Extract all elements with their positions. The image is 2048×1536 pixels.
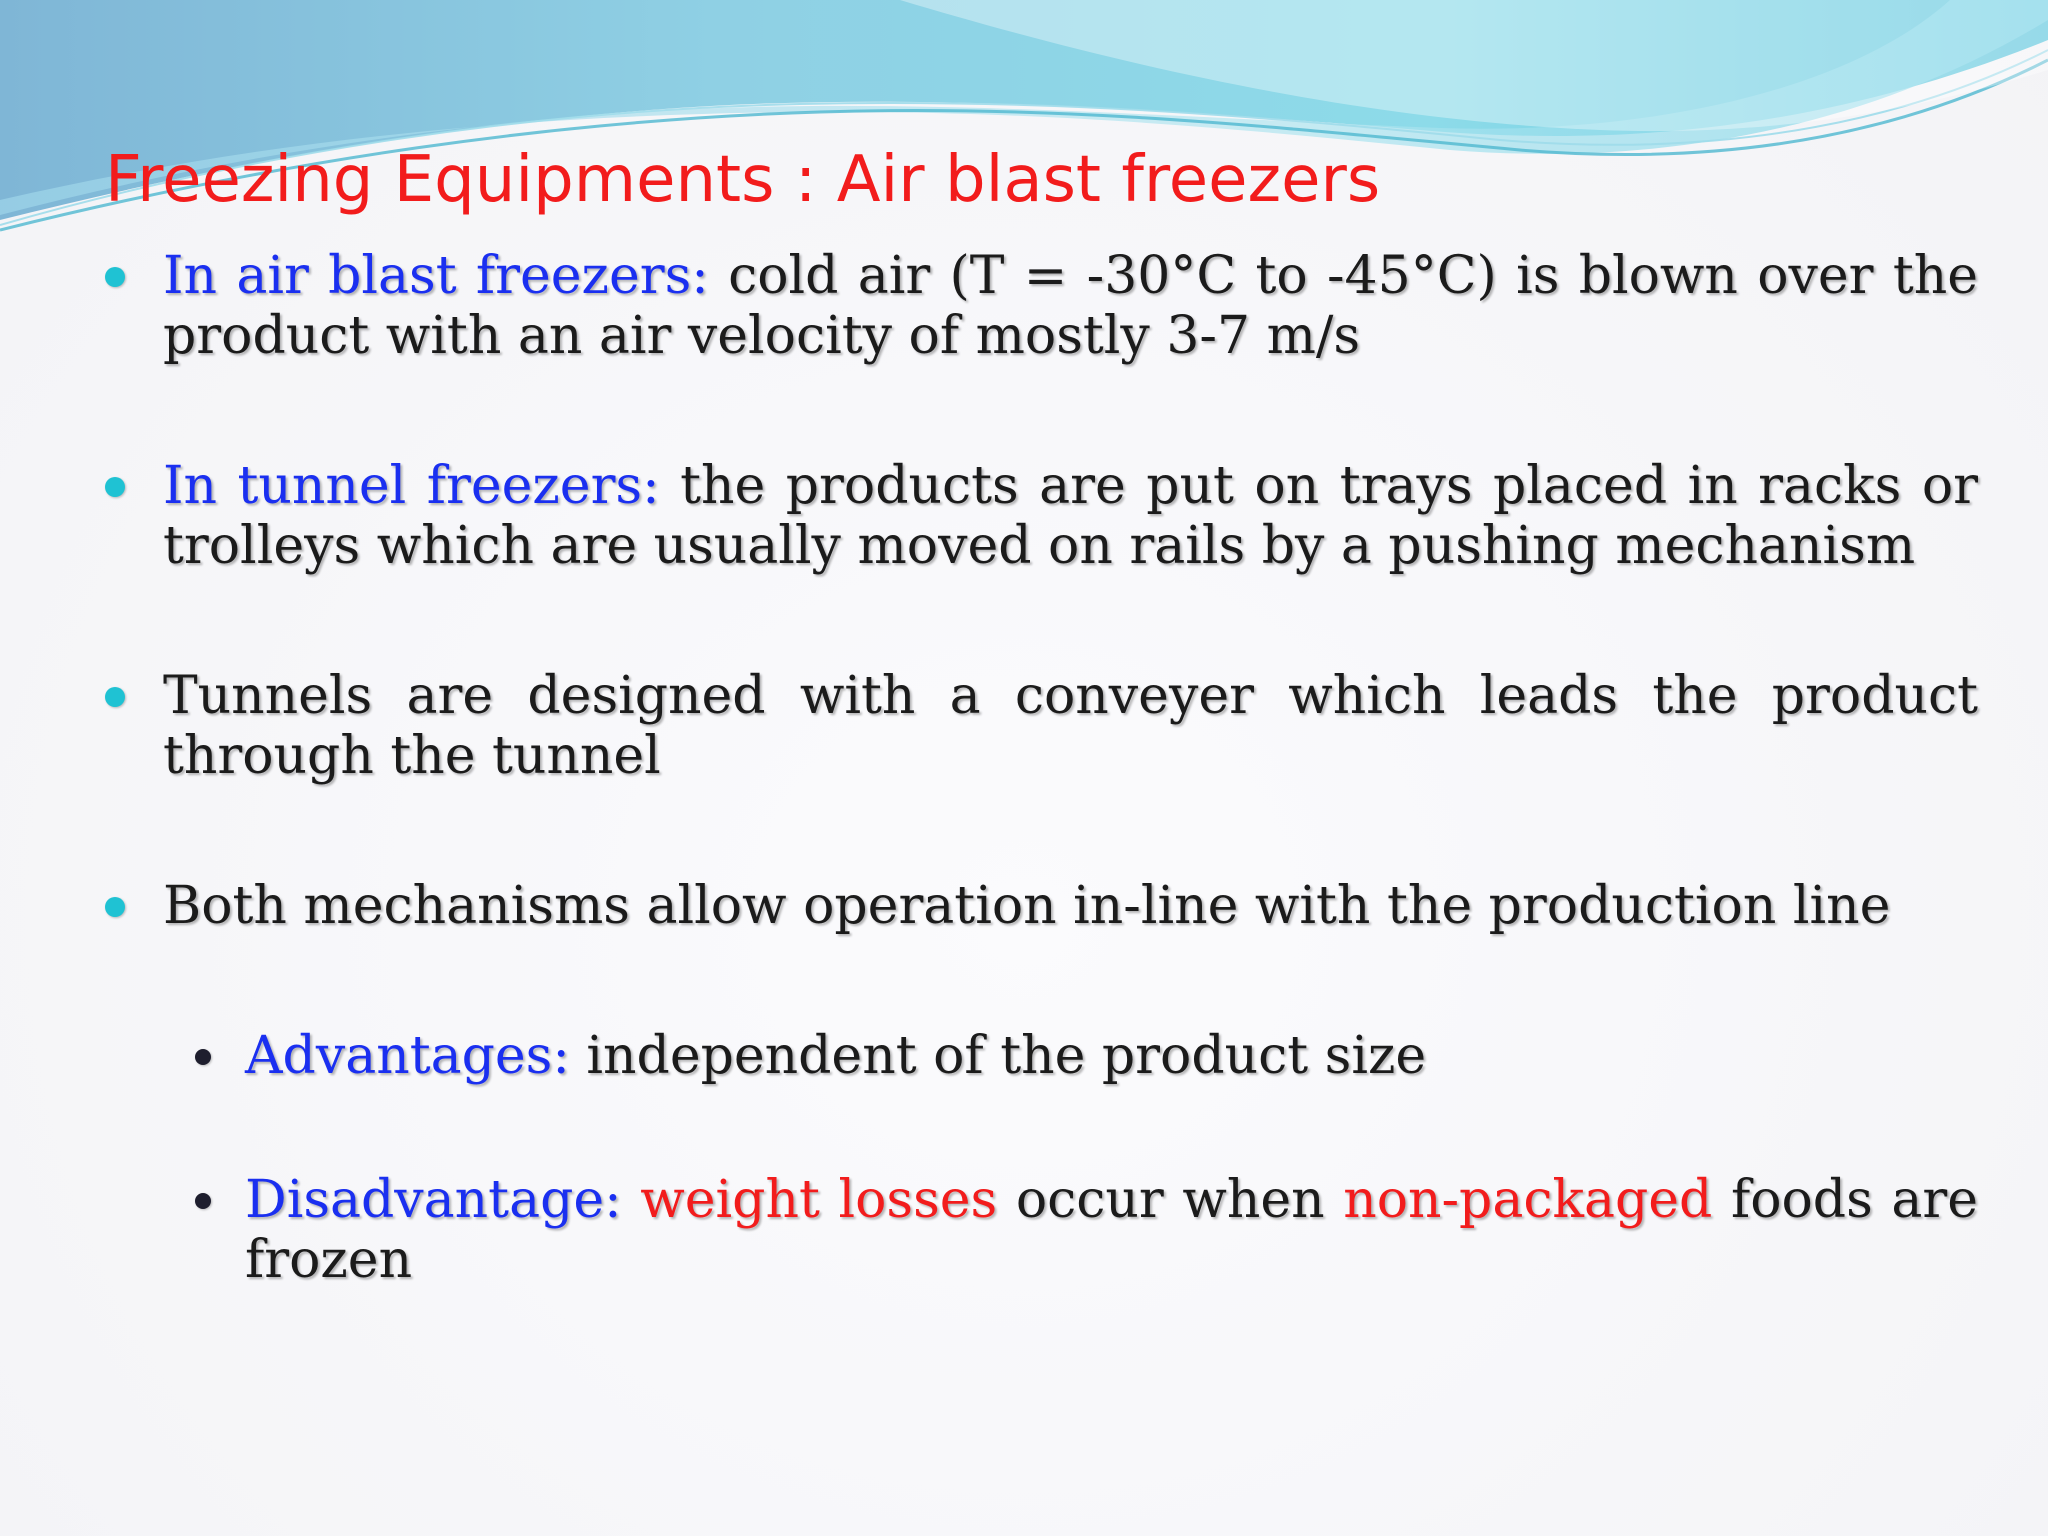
bullet-text: Both mechanisms allow operation in-line with the production line: [163, 876, 1891, 936]
bullet-text: cold air (T = -30°C to -45°C) is blown over the product with an air velocity of mostly 3-7 m/s: [163, 246, 1978, 366]
sub-bullet-text: independent of the product size: [569, 1026, 1427, 1086]
sub-bullet-text: foods are frozen: [245, 1170, 1979, 1290]
highlight-weight-losses: weight losses: [640, 1170, 998, 1230]
sub-bullet-keyword: Advantages:: [245, 1026, 570, 1086]
bullet-keyword: In air blast freezers:: [163, 246, 709, 306]
sub-bullet-text: [622, 1170, 641, 1230]
bullet-text: Tunnels are designed with a conveyer which leads the product through the tunnel: [163, 666, 1978, 786]
bullet-tunnel-freezers: [163, 456, 1978, 576]
highlight-non-packaged: non-packaged: [1343, 1170, 1713, 1230]
sub-bullet-disadvantage: [245, 1170, 1978, 1290]
sub-bullet-advantages: [245, 1026, 1978, 1086]
sub-bullet-keyword: Disadvantage:: [245, 1170, 622, 1230]
bullet-in-line-operation: [163, 876, 1978, 936]
slide-title: Freezing Equipments : Air blast freezers: [105, 143, 1381, 217]
bullet-tunnels-conveyer: [163, 666, 1978, 786]
bullet-air-blast-freezers: [163, 246, 1978, 366]
sub-bullet-text: occur when: [997, 1170, 1344, 1230]
bullet-keyword: In tunnel freezers:: [163, 456, 660, 516]
bullet-text: the products are put on trays placed in racks or trolleys which are usually moved on rails by a pushing mechanism: [163, 456, 1978, 576]
